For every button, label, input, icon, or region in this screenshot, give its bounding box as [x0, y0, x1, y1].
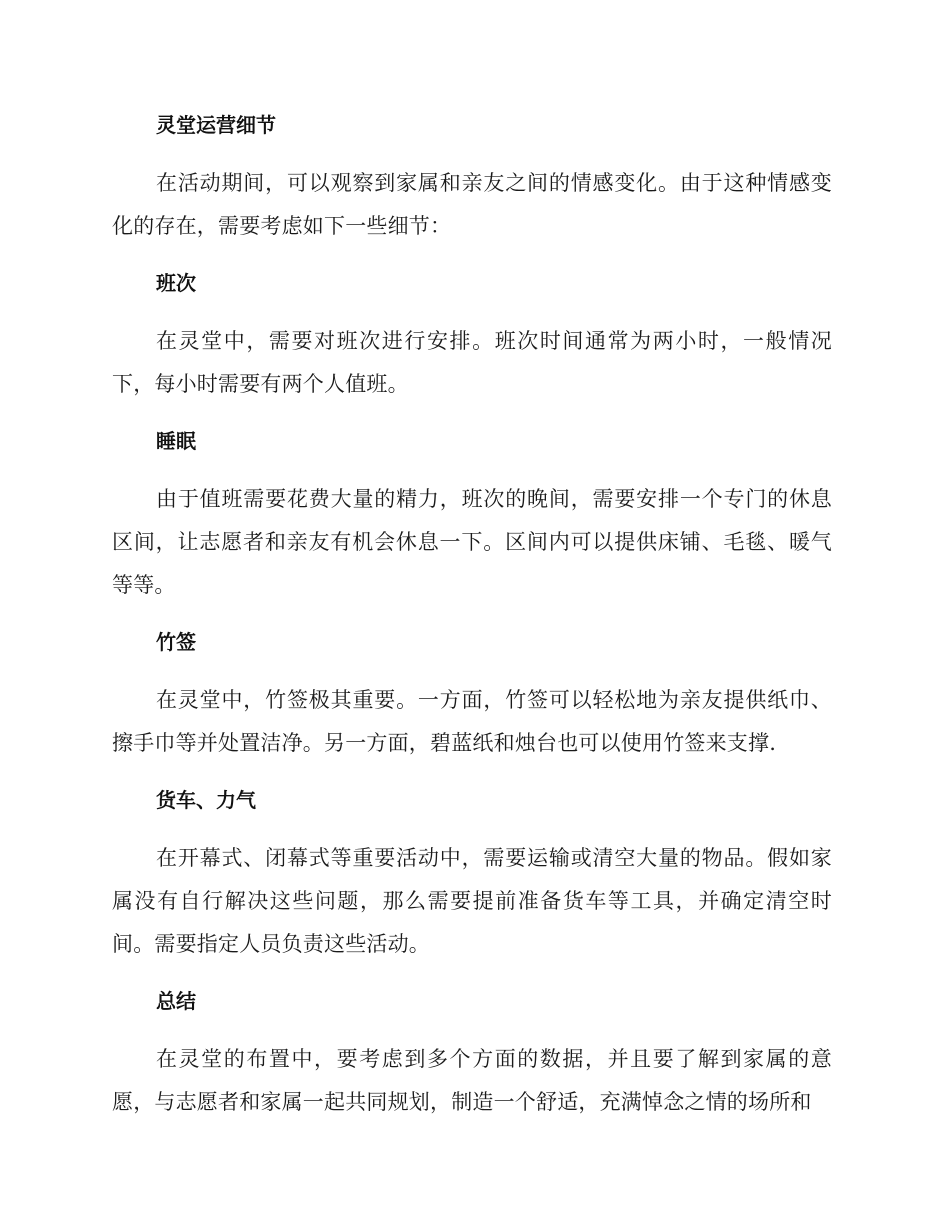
section-body-shifts: 在灵堂中，需要对班次进行安排。班次时间通常为两小时，一般情况下，每小时需要有两个人值班。: [112, 329, 832, 396]
section-body-operations: 在活动期间，可以观察到家属和亲友之间的情感变化。由于这种情感变化的存在，需要考虑如下一些细节：: [112, 171, 832, 238]
section-body-trucks-labor: 在开幕式、闭幕式等重要活动中，需要运输或清空大量的物品。假如家属没有自行解决这些问题，那么需要提前准备货车等工具，并确定清空时间。需要指定人员负责这些活动。: [112, 846, 832, 956]
section-body-sleep: 由于值班需要花费大量的精力，班次的晚间，需要安排一个专门的休息区间，让志愿者和亲友有机会休息一下。区间内可以提供床铺、毛毯、暖气等等。: [112, 487, 832, 597]
section-heading-trucks-labor: 货车、力气: [156, 788, 256, 812]
section-heading-shifts: 班次: [156, 271, 196, 295]
section-body-bamboo-sticks: 在灵堂中，竹签极其重要。一方面，竹签可以轻松地为亲友提供纸巾、擦手巾等并处置洁净。另一方面，碧蓝纸和烛台也可以使用竹签来支撑.: [112, 688, 832, 755]
section-heading-summary: 总结: [156, 989, 196, 1013]
section-body-summary: 在灵堂的布置中，要考虑到多个方面的数据，并且要了解到家属的意愿，与志愿者和家属一起共同规划，制造一个舒适，充满悼念之情的场所和: [112, 1047, 832, 1114]
section-heading-bamboo-sticks: 竹签: [156, 630, 196, 654]
section-heading-sleep: 睡眠: [156, 429, 196, 453]
section-heading-operations: 灵堂运营细节: [156, 113, 276, 137]
